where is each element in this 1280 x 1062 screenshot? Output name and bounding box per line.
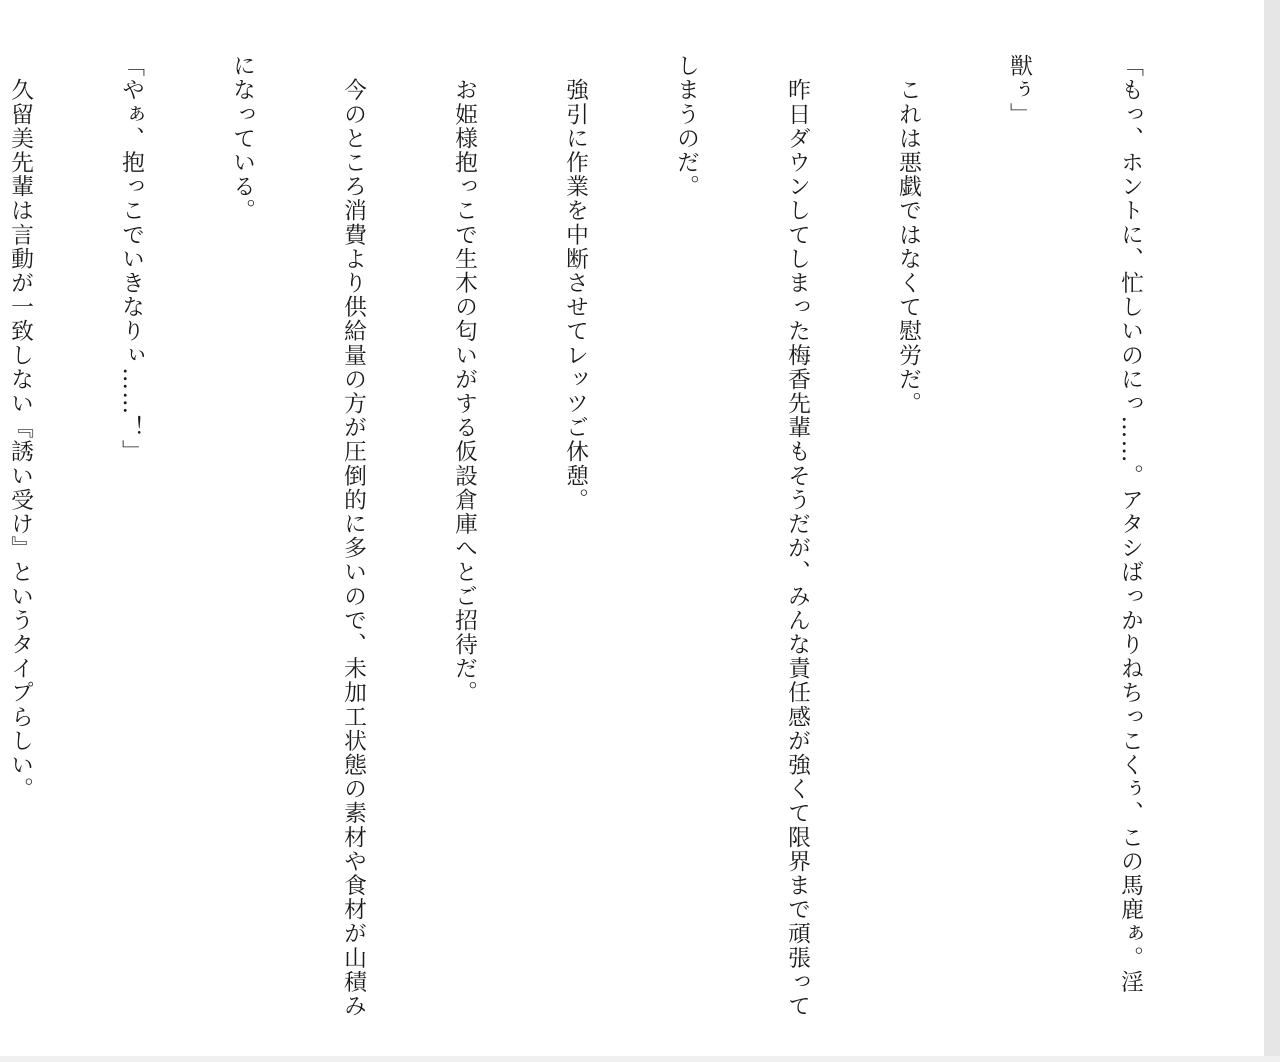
text-line-9: になっている。 — [229, 54, 255, 223]
text-line-1: 「もっ、ホントに、忙しいのにっ……。アタシばっかりねちっこくぅ、この馬鹿ぁ。淫 — [1117, 54, 1143, 994]
text-line-10: 「やぁ、抱っこでいきなりぃ……！」 — [118, 54, 144, 464]
text-line-6: 強引に作業を中断させてレッツご休憩。 — [562, 54, 588, 512]
text-line-8: 今のところ消費より供給量の方が圧倒的に多いので、未加工状態の素材や食材が山積み — [340, 54, 366, 1018]
page-edge-shadow — [1264, 0, 1280, 1062]
text-line-11: 久留美先輩は言動が一致しない『誘い受け』というタイプらしい。 — [7, 54, 33, 802]
vertical-text-body — [0, 54, 1222, 1044]
text-line-7: お姫様抱っこで生木の匂いがする仮設倉庫へとご招待だ。 — [451, 54, 477, 705]
text-line-4: 昨日ダウンしてしまった梅香先輩もそうだが、みんな責任感が強くて限界まで頑張って — [784, 54, 810, 1018]
text-line-5: しまうのだ。 — [673, 54, 699, 199]
text-line-3: これは悪戯ではなくて慰労だ。 — [895, 54, 921, 416]
text-line-2: 獣ぅ」 — [1006, 54, 1032, 127]
page-bottom-edge — [0, 1056, 1280, 1062]
